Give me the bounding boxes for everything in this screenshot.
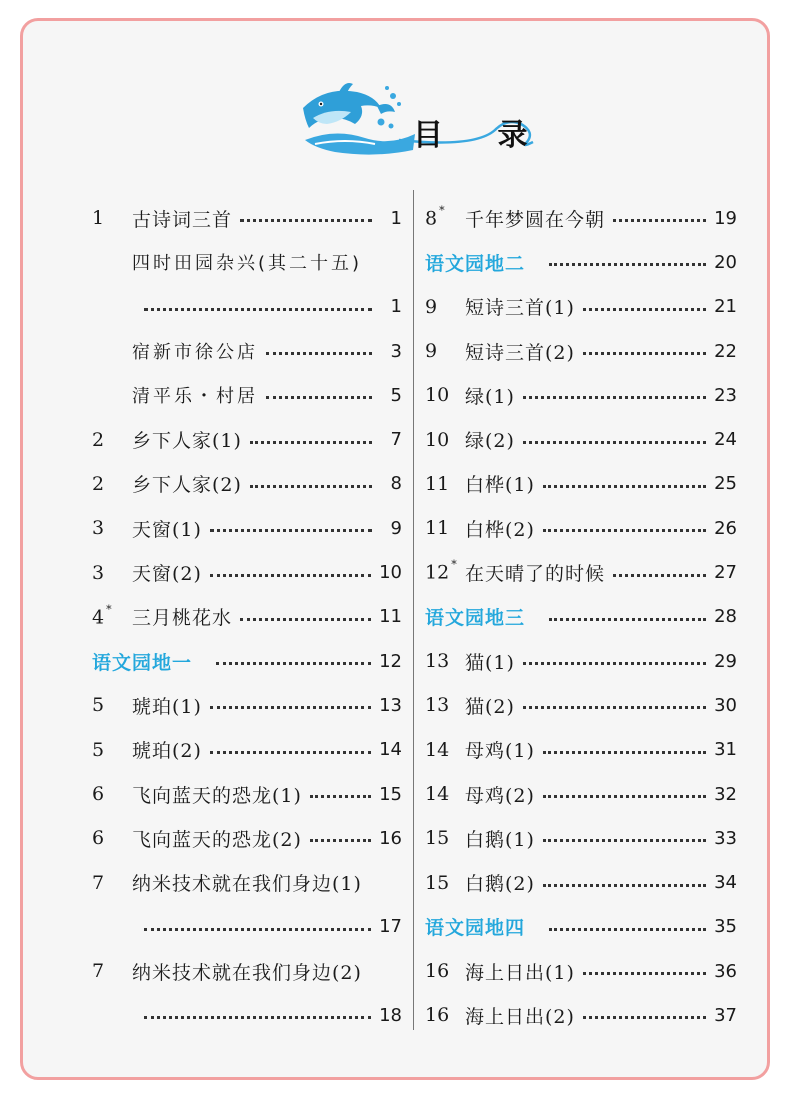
page-number: 34 — [714, 872, 737, 894]
entry-title: 飞向蓝天的恐龙(2) — [132, 828, 302, 851]
lesson-number: 2 — [92, 472, 105, 495]
dot-leader — [523, 661, 706, 665]
page-number: 17 — [379, 916, 402, 938]
dot-leader — [144, 927, 371, 931]
dot-leader — [523, 395, 706, 399]
page-number: 18 — [379, 1004, 402, 1026]
page-number: 32 — [714, 783, 737, 805]
page-number: 21 — [714, 296, 737, 318]
page-number: 19 — [714, 207, 737, 229]
lesson-number: 7 — [92, 960, 105, 983]
entry-title: 飞向蓝天的恐龙(1) — [132, 784, 302, 807]
dot-leader — [523, 705, 706, 709]
entry-title: 千年梦圆在今朝 — [465, 208, 606, 231]
entry-title: 猫(2) — [465, 695, 515, 718]
page-number: 37 — [714, 1004, 737, 1026]
page-number: 23 — [714, 384, 737, 406]
dot-leader — [583, 971, 706, 975]
toc-entry[interactable] — [425, 462, 737, 506]
lesson-number: 10 — [425, 384, 450, 407]
toc-entry[interactable] — [92, 816, 402, 860]
dot-leader — [543, 528, 706, 532]
entry-title: 语文园地三 — [425, 607, 526, 630]
entry-title: 绿(1) — [465, 385, 515, 408]
optional-lesson-marker: * — [106, 602, 112, 616]
lesson-number: 3 — [92, 561, 105, 584]
lesson-number: 5 — [92, 738, 105, 761]
toc-section-entry[interactable] — [425, 905, 737, 949]
lesson-number: 14 — [425, 738, 450, 761]
lesson-number: 11 — [425, 472, 450, 495]
page-number: 8 — [390, 473, 402, 495]
page-number: 9 — [390, 517, 402, 539]
page-number: 24 — [714, 429, 737, 451]
toc-section-entry[interactable] — [425, 595, 737, 639]
toc-left-column — [92, 196, 402, 1038]
dot-leader — [240, 218, 372, 222]
toc-entry[interactable] — [425, 373, 737, 417]
dot-leader — [144, 307, 372, 311]
lesson-number: 9 — [425, 340, 438, 363]
lesson-number: 3 — [92, 517, 105, 540]
dot-leader — [523, 440, 706, 444]
entry-title: 语文园地一 — [92, 651, 193, 674]
toc-entry[interactable] — [92, 772, 402, 816]
entry-title: 乡下人家(1) — [132, 430, 242, 453]
dot-leader — [543, 750, 706, 754]
toc-entry[interactable] — [92, 683, 402, 727]
page-number: 11 — [379, 606, 402, 628]
dot-leader — [543, 883, 706, 887]
lesson-number: 1 — [92, 207, 105, 230]
toc-entry[interactable] — [92, 595, 402, 639]
entry-title: 纳米技术就在我们身边(2) — [132, 961, 362, 984]
page-number: 5 — [390, 384, 402, 406]
toc-entry[interactable] — [92, 860, 402, 904]
dot-leader — [310, 838, 371, 842]
entry-title: 琥珀(2) — [132, 740, 202, 763]
page-number: 35 — [714, 916, 737, 938]
dot-leader — [210, 528, 372, 532]
optional-lesson-marker: * — [451, 558, 457, 572]
entry-title: 母鸡(2) — [465, 784, 535, 807]
dot-leader — [549, 927, 706, 931]
toc-section-entry[interactable] — [425, 240, 737, 284]
lesson-number: 5 — [92, 694, 105, 717]
toc-entry[interactable] — [92, 417, 402, 461]
entry-title: 白桦(1) — [465, 474, 535, 497]
entry-title: 白桦(2) — [465, 518, 535, 541]
entry-title: 纳米技术就在我们身边(1) — [132, 873, 362, 896]
entry-title: 三月桃花水 — [132, 607, 233, 630]
page-number: 30 — [714, 694, 737, 716]
toc-entry[interactable] — [425, 993, 737, 1037]
page-number: 1 — [390, 207, 402, 229]
page-number: 10 — [379, 562, 402, 584]
page-number: 33 — [714, 827, 737, 849]
entry-title: 语文园地二 — [425, 252, 526, 275]
toc-entry[interactable] — [92, 550, 402, 594]
toc-entry[interactable] — [425, 639, 737, 683]
lesson-number: 9 — [425, 295, 438, 318]
dot-leader — [583, 1015, 706, 1019]
lesson-number: 13 — [425, 694, 450, 717]
lesson-number: 14 — [425, 783, 450, 805]
toc-entry[interactable] — [425, 506, 737, 550]
toc-entry[interactable] — [425, 417, 737, 461]
page-number: 14 — [379, 739, 402, 761]
entry-title: 天窗(1) — [132, 518, 202, 541]
lesson-number: 15 — [425, 871, 450, 894]
toc-entry[interactable] — [92, 240, 402, 284]
lesson-number: 8 * — [425, 203, 445, 230]
toc-entry[interactable] — [425, 196, 737, 240]
entry-title: 宿新市徐公店 — [132, 342, 258, 364]
page-number: 25 — [714, 473, 737, 495]
lesson-number: 11 — [425, 517, 450, 540]
dot-leader — [549, 262, 706, 266]
toc-entry[interactable] — [92, 462, 402, 506]
entry-title: 乡下人家(2) — [132, 474, 242, 497]
lesson-number: 16 — [425, 960, 450, 983]
toc-entry[interactable] — [425, 329, 737, 373]
page-number: 36 — [714, 960, 737, 982]
toc-entry[interactable] — [92, 285, 402, 329]
toc-entry[interactable] — [425, 949, 737, 993]
toc-entry[interactable] — [92, 949, 402, 993]
toc-entry[interactable] — [425, 683, 737, 727]
entry-title: 在天晴了的时候 — [465, 563, 606, 586]
page-number: 29 — [714, 650, 737, 672]
dot-leader — [216, 661, 371, 665]
entry-title: 琥珀(1) — [132, 695, 202, 718]
dot-leader — [310, 794, 371, 798]
toc-entry[interactable] — [425, 728, 737, 772]
page-number: 1 — [390, 296, 402, 318]
page-number: 13 — [379, 694, 402, 716]
toc-header — [295, 78, 555, 158]
toc-entry[interactable] — [92, 993, 402, 1037]
lesson-number: 13 — [425, 650, 450, 673]
dot-leader — [210, 705, 371, 709]
page-number: 15 — [379, 783, 402, 805]
lesson-number: 15 — [425, 827, 450, 850]
lesson-number: 6 — [92, 783, 105, 805]
dot-leader — [144, 1015, 371, 1019]
page-number: 26 — [714, 517, 737, 539]
entry-title: 短诗三首(2) — [465, 341, 575, 364]
toc-entry[interactable] — [425, 816, 737, 860]
toc-entry[interactable] — [92, 905, 402, 949]
page-number: 31 — [714, 739, 737, 761]
entry-title: 清平乐・村居 — [132, 386, 258, 408]
dot-leader — [583, 351, 706, 355]
dot-leader — [583, 307, 706, 311]
lesson-number: 4 * — [92, 602, 112, 628]
page-number: 20 — [714, 251, 737, 273]
entry-title: 短诗三首(1) — [465, 297, 575, 320]
page-number: 16 — [379, 827, 402, 849]
dot-leader — [240, 617, 371, 621]
toc-entry[interactable] — [92, 196, 402, 240]
lesson-number: 16 — [425, 1004, 450, 1027]
toc-entry[interactable] — [92, 329, 402, 373]
dot-leader — [266, 395, 372, 399]
lesson-number: 12 * — [425, 558, 457, 584]
column-divider — [413, 190, 414, 1030]
toc-section-entry[interactable] — [92, 639, 402, 683]
lesson-number: 6 — [92, 827, 105, 850]
page-number: 7 — [390, 429, 402, 451]
dot-leader — [549, 617, 706, 621]
entry-title: 绿(2) — [465, 430, 515, 453]
lesson-number: 2 — [92, 428, 105, 451]
toc-entry[interactable] — [425, 772, 737, 816]
dot-leader — [613, 218, 706, 222]
dot-leader — [543, 794, 706, 798]
dot-leader — [266, 351, 372, 355]
entry-title: 海上日出(2) — [465, 1005, 575, 1028]
toc-title: 目 录 — [413, 118, 550, 153]
toc-entry[interactable] — [425, 550, 737, 594]
dot-leader — [210, 573, 371, 577]
dot-leader — [613, 573, 706, 577]
dot-leader — [543, 484, 706, 488]
page-number: 27 — [714, 562, 737, 584]
entry-title: 母鸡(1) — [465, 740, 535, 763]
dot-leader — [250, 440, 372, 444]
dot-leader — [250, 484, 372, 488]
entry-title: 海上日出(1) — [465, 961, 575, 984]
page-number: 22 — [714, 340, 737, 362]
entry-title: 天窗(2) — [132, 563, 202, 586]
entry-title: 四时田园杂兴(其二十五) — [132, 253, 363, 275]
entry-title: 语文园地四 — [425, 917, 526, 940]
entry-title: 猫(1) — [465, 651, 515, 674]
optional-lesson-marker: * — [439, 203, 445, 217]
page-number: 28 — [714, 606, 737, 628]
dot-leader — [210, 750, 371, 754]
entry-title: 古诗词三首 — [132, 208, 233, 231]
entry-title: 白鹅(2) — [465, 873, 535, 896]
page-number: 3 — [390, 340, 402, 362]
toc-entry[interactable] — [92, 373, 402, 417]
toc-entry[interactable] — [92, 506, 402, 550]
dot-leader — [543, 838, 706, 842]
toc-entry[interactable] — [92, 728, 402, 772]
page-number: 12 — [379, 650, 402, 672]
lesson-number: 10 — [425, 428, 450, 451]
toc-entry[interactable] — [425, 285, 737, 329]
toc-entry[interactable] — [425, 860, 737, 904]
entry-title: 白鹅(1) — [465, 828, 535, 851]
toc-right-column — [425, 196, 737, 1038]
lesson-number: 7 — [92, 871, 105, 894]
